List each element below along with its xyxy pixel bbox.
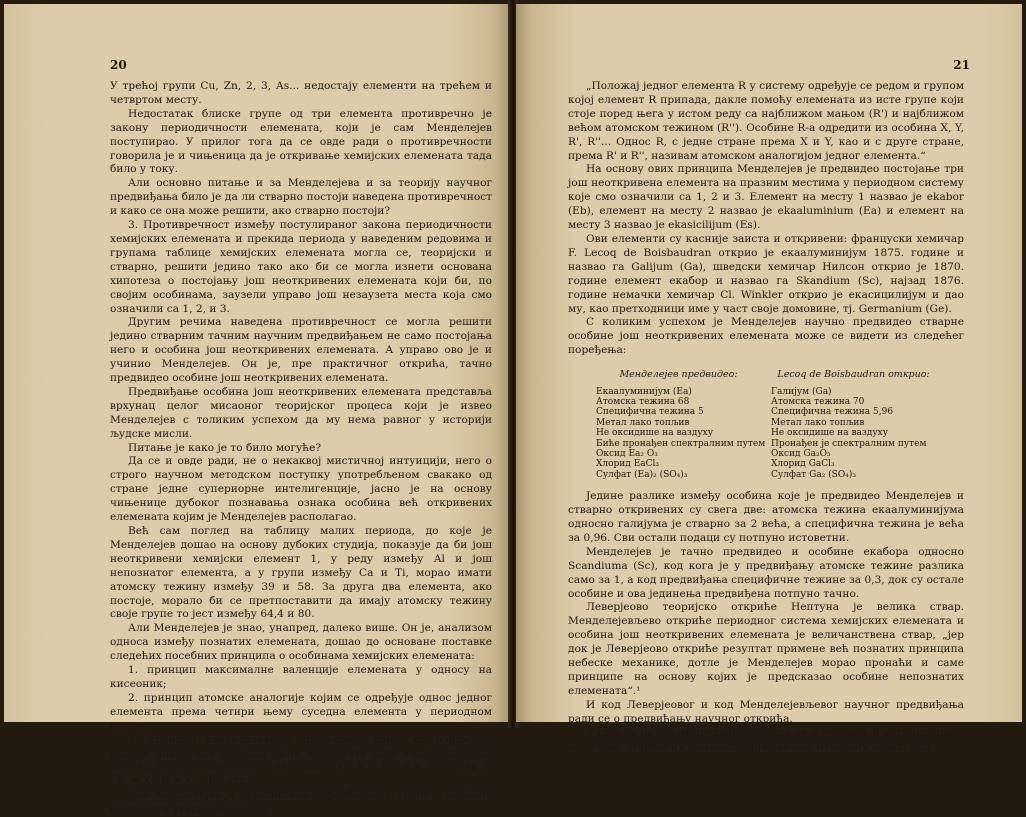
- comparison-row: Оксид Ea₂ O₃: [596, 448, 658, 459]
- paragraph: Питање је како је то било могуће?: [128, 441, 322, 454]
- comparison-row: Пронађен је спектралним путем: [771, 438, 927, 449]
- comparison-column-discovered: [771, 370, 936, 480]
- paragraph: Једине разлике између особина које је предвидео Менделејев и стварно откривених су свега две: атомска тежина екаалуминијума односно галијума је стварно за 2 већа, а специфична тежина је већа за 0,96. Сви остали подаци су потпуно истоветни.: [568, 490, 964, 544]
- paragraph: У сваком научном предвиђању ради се о теоријској антиципацији, на основу утврђених чињеница или закона, извесних нових, још: [568, 726, 964, 753]
- comparison-row: Хлорид GaCl₃: [771, 459, 835, 470]
- paragraph: С коликим успехом је Менделејев научно предвидео стварне особине још неоткривених елемената може се видети из следећег поређења:: [568, 316, 964, 357]
- right-page-text: [568, 80, 964, 754]
- comparison-row: Оксид Ga₂O₃: [771, 448, 831, 459]
- comparison-row: Специфична тежина 5: [596, 407, 704, 418]
- paragraph: Ови елементи су касније заиста и откривени: француски хемичар F. Lecoq de Boisbaudran открио је екаалуминијум 1875. године и назвао га Galijum (Ga), шведски хемичар Нилсон открио је 1870. године елемент екабор и назвао га Skandium (Sc), најзад 1876. године немачки хемичар Cl. Winkler открио је екасицилијум и дао му, као претходници име у част своје домовине, тј. Germanium (Ge).: [568, 232, 964, 315]
- comparison-heading: Lecoq de Boisbaudran открио:: [777, 369, 930, 381]
- comparison-row: Атомска тежина 68: [596, 396, 690, 407]
- comparison-row: Екаалуминијум (Ea): [596, 386, 692, 397]
- paragraph: Менделејев је тачно предвидео и особине екабора односно Scandiuma (Sc), код кога је у предвиђању атомске тежине разлика само за 1, а код предвиђања специфичне тежине за 0,3, док су остале особине и ова јединења предвиђена потпуно тачно.: [568, 545, 964, 600]
- right-page: [516, 4, 1022, 753]
- paragraph: Али Менделејев је знао, унапред, далеко више. Он је, анализом односа између познатих елемената, дошао до основане поставке следећих посебних принципа о особинама хемијских елемената:: [110, 622, 492, 663]
- comparison-row: Биће пронађен спектралним путем: [596, 438, 766, 449]
- left-page-text: [110, 80, 492, 817]
- paragraph: Леверјеово теоријско откриће Нептуна је велика ствар. Менделејевљево откриће периодног система хемијских елемената и особина још неоткривених елемената је величанствена ствар, „јер док је Леверјеово откриће резултат примене већ познатих принципа небеске механике, дотле је Менделејев морао пронаћи и саме принципе на основу којих је предсказао особине непознатих елемената“.¹: [568, 601, 964, 697]
- paragraph: Да се и овде ради, не о некаквој мистичној интуицији, него о строго научном методском поступку употребљеном свакако од стране једне супериорне интелигенције, јасно је на основу чињенице дубоког познавања ознака особина већ откривених елемената којим је Менделејев располагао.: [110, 455, 492, 524]
- paragraph: Али основно питање и за Менделејева и за теорију научног предвиђања било је да ли стварно постоји наведена противречност и како се она може решити, ако стварно постоји?: [110, 177, 492, 218]
- left-page: [4, 4, 510, 816]
- comparison-row: Хлорид EaCl₃: [596, 459, 660, 470]
- comparison-table: [596, 370, 936, 480]
- comparison-heading: Менделејев предвидео:: [619, 369, 738, 381]
- paragraph: 1. принцип максималне валенције елемената у односу на кисеоник;: [110, 664, 492, 690]
- paragraph: Већ сам поглед на таблицу малих периода, до које је Менделејев дошао на основу дубоких студија, показује да би још неоткривени хемијски елемент 1, у реду између Al и још непознатог елемента, а у групи између Ca и Ti, морао имати атомску тежину између 39 и 58. За друга два елемента, ако постоје, морало би се претпоставити да имају атомску тежину своје групе то јест између 64,4 и 80.: [110, 525, 492, 621]
- paragraph: Предвиђање особина још неоткривених елемената представља врхунац целог мисаоног теоријског процеса који је извео Менделејев с толиким успехом да му нема равног у историји људске мисли.: [110, 385, 492, 440]
- comparison-row: Сулфат (Ea)₂ (SO₄)₃: [596, 469, 688, 480]
- paragraph: 3. Противречност између постулираног закона периодичности хемијских елемената и прекида периода у наведеним редовима и групама таблице хемијских елемената могла се, теоријски и стварно, решити једино тако ако би се могла изнети основана хипотеза о постојању још неоткривених елемената који би, по својим особинама, заузели управо још незаузета места која смо означили са 1, 2, и 3.: [110, 219, 492, 315]
- comparison-row: Специфична тежина 5,96: [771, 407, 894, 418]
- page-number: 20: [110, 58, 127, 72]
- comparison-row: Метал лако топљив: [596, 417, 690, 428]
- comparison-column-predicted: [596, 369, 766, 480]
- comparison-row: Не оксидише на ваздуху: [771, 428, 888, 439]
- paragraph: „Положај једног елемента R у систему одређује се редом и групом којој елемент R припада, дакле помоћу елемената из исте групе који стоје поред њега у истом реду са најближом мањом (R') и најближом већом атомском тежином (R''). Особине R-а одредити из особина X, Y, R', R''... Однос R, с једне стране према X и Y, као и с друге стране, према R' и R'', називам атомском аналогијом једног елемента.“: [568, 80, 964, 162]
- comparison-row: Галијум (Ga): [771, 386, 832, 397]
- page-number: 21: [953, 58, 970, 72]
- paragraph: Другим речима наведена противречност се могла решити једино стварним тачним научним предвиђањем не само постојања него и особина још неоткривених елемената. А управо ово је и учинио Менделејев. Он је, пре практичног открића, тачно предвидео особине још неоткривених елемената.: [110, 316, 492, 385]
- paragraph: На основу ових принципа Менделејев је предвидео постојање три још неоткривена елемента на празним местима у периодном систему које смо означили са 1, 2 и 3. Елемент на месту 1 назвао је ekabor (Eb), елемент на месту 2 назвао је ekaaluminium (Ea) и елемент на месту 3 назвао је ekasicilijum (Es).: [568, 163, 964, 232]
- paragraph: 3. принцип квалитативних пропорција којим су изражени односи аналогних особина оних елемената који имају аналогна места у периодном систему, например, X' : X = R' : R = Y' : Y или X' : R' = X : R = X'' : R'' итд.: [110, 733, 492, 788]
- comparison-row: Не оксидише на ваздуху: [596, 428, 713, 439]
- paragraph: 2. принцип атомске аналогије којим се одређује однос једног елемента према четири њему суседна елемента у периодном систему;: [110, 691, 492, 732]
- comparison-row: Атомска тежина 70: [771, 396, 865, 407]
- paragraph: Недостатак блиске групе од три елемента противречно је закону периодичности елемената, који је сам Менделејев поступирао. У прилог тога да се овде ради о противречности говорила је и чињеница да је откривање хемијских елемената тада било у току.: [110, 107, 492, 176]
- paragraph: У трећој групи Cu, Zn, 2, 3, As... недостају елементи на трећем и четвртом месту.: [110, 80, 492, 106]
- comparison-row: Метал лако топљив: [771, 417, 865, 428]
- comparison-row: Сулфат Ga₂ (SO₄)₃: [771, 469, 856, 480]
- paragraph: Сам Менделејев је принципима одредбе реда, групе и особина елемената утврдио следеће:: [110, 789, 492, 816]
- paragraph: И код Леверјеовог и код Менделејевљевог научног предвиђања ради се о предвиђању научног открића.: [568, 698, 964, 725]
